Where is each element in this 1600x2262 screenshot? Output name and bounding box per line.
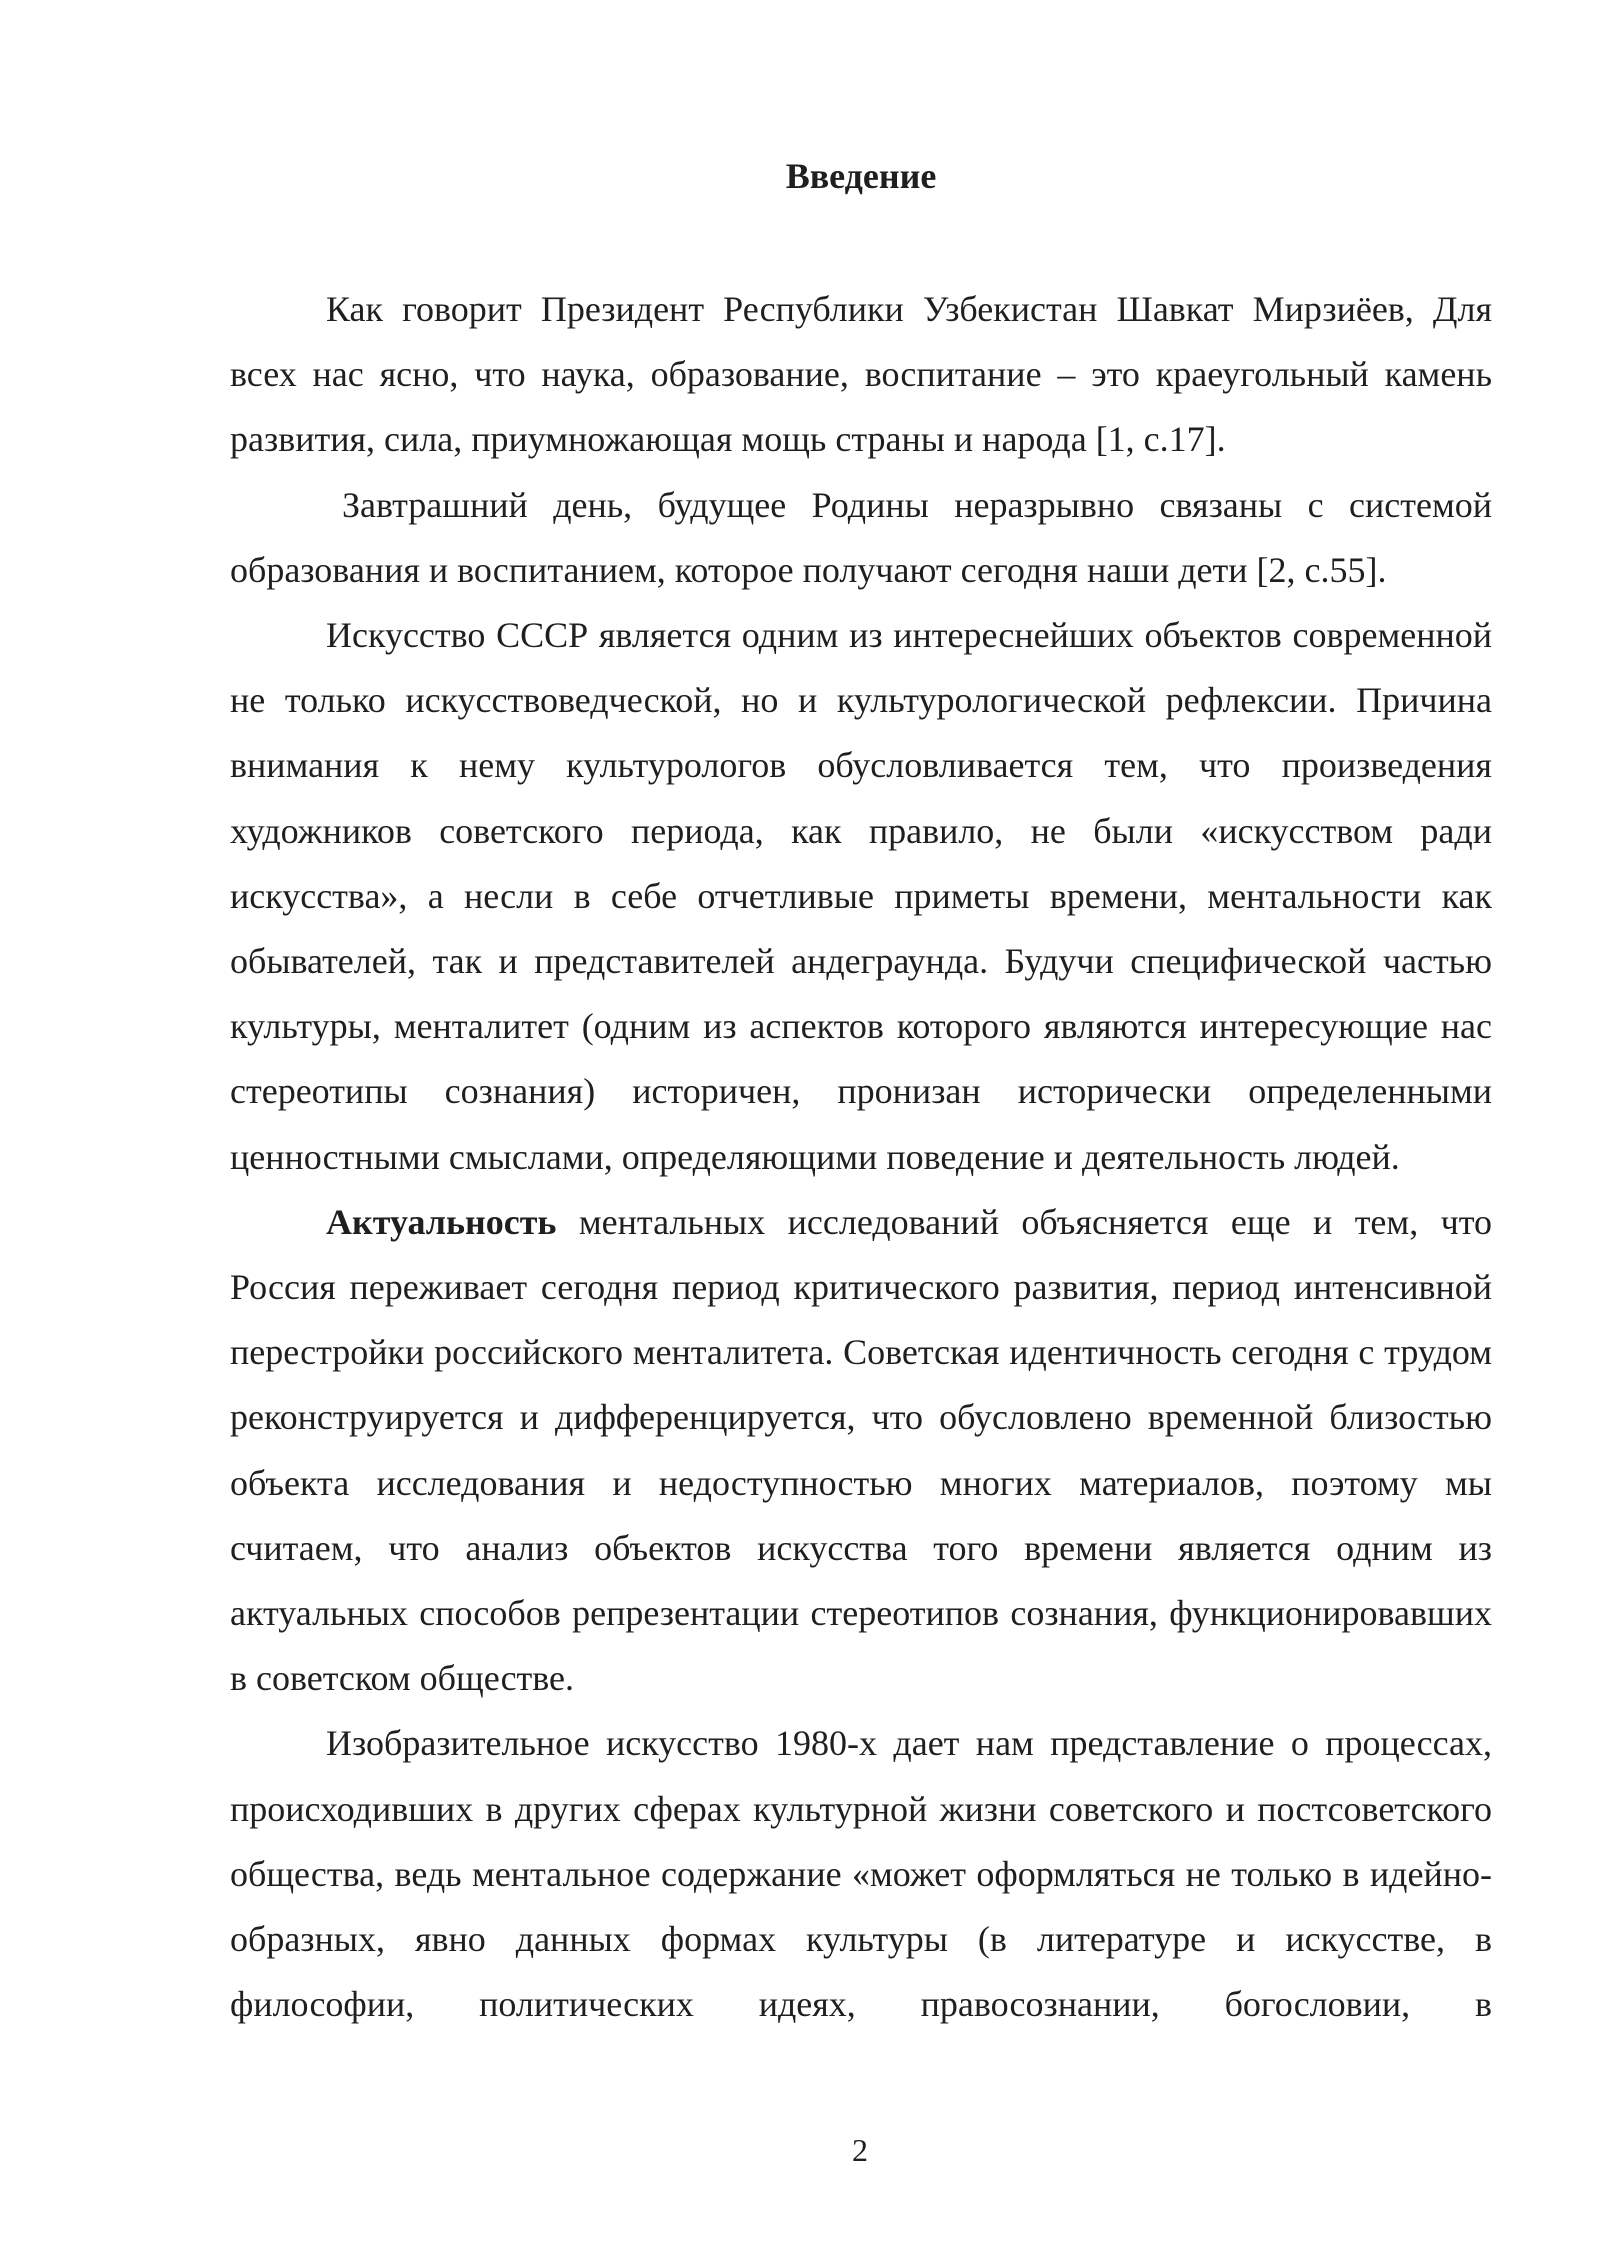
body-text xyxy=(230,277,1492,2037)
heading-container xyxy=(230,150,1492,202)
page-number: 2 xyxy=(852,2132,868,2168)
paragraph-3-text: Искусство СССР является одним из интереснейших объектов современной не только искусствоведческой, но и культурологической рефлексии. Причина внимания к нему культурологов обусловливается тем, что произведения художников советского периода, как правило, не были «искусством ради искусства», а несли в себе отчетливые приметы времени, ментальности как обывателей, так и представителей андеграунда. Будучи специфической частью культуры, менталитет (одним из аспектов которого являются интересующие нас стереотипы сознания) историчен, пронизан исторически определенными ценностными смыслами, определяющими поведение и деятельность людей. xyxy=(230,615,1492,1177)
page-heading: Введение xyxy=(785,156,937,196)
paragraph-5 xyxy=(230,1711,1492,2037)
paragraph-1 xyxy=(230,277,1492,473)
paragraph-4-bold-lead: Актуальность xyxy=(326,1201,557,1242)
paragraph-2 xyxy=(230,473,1492,603)
paragraph-3 xyxy=(230,603,1492,1190)
paragraph-5-text: Изобразительное искусство 1980-х дает нам представление о процессах, происходивших в других сферах культурной жизни советского и постсоветского общества, ведь ментальное содержание «может оформляться не только в идейно-образных, явно данных формах культуры (в литературе и искусстве, в философии, политических идеях, правосознании, богословии, в xyxy=(230,1723,1492,2025)
paragraph-1-text: Как говорит Президент Республики Узбекистан Шавкат Мирзиёев, Для всех нас ясно, что наука, образование, воспитание – это краеугольный камень развития, сила, приумножающая мощь страны и народа [1, с.17]. xyxy=(230,289,1492,460)
paragraph-4 xyxy=(230,1190,1492,1712)
paragraph-2-text: Завтрашний день, будущее Родины неразрывно связаны с системой образования и воспитанием, которое получают сегодня наши дети [2, с.55]. xyxy=(230,484,1492,590)
paragraph-4-text: ментальных исследований объясняется еще и тем, что Россия переживает сегодня период критического развития, период интенсивной перестройки российского менталитета. Советская идентичность сегодня с трудом реконструируется и дифференцируется, что обусловлено временной близостью объекта исследования и недоступностью многих материалов, поэтому мы считаем, что анализ объектов искусства того времени является одним из актуальных способов репрезентации стереотипов сознания, функционировавших в советском обществе. xyxy=(230,1201,1492,1699)
